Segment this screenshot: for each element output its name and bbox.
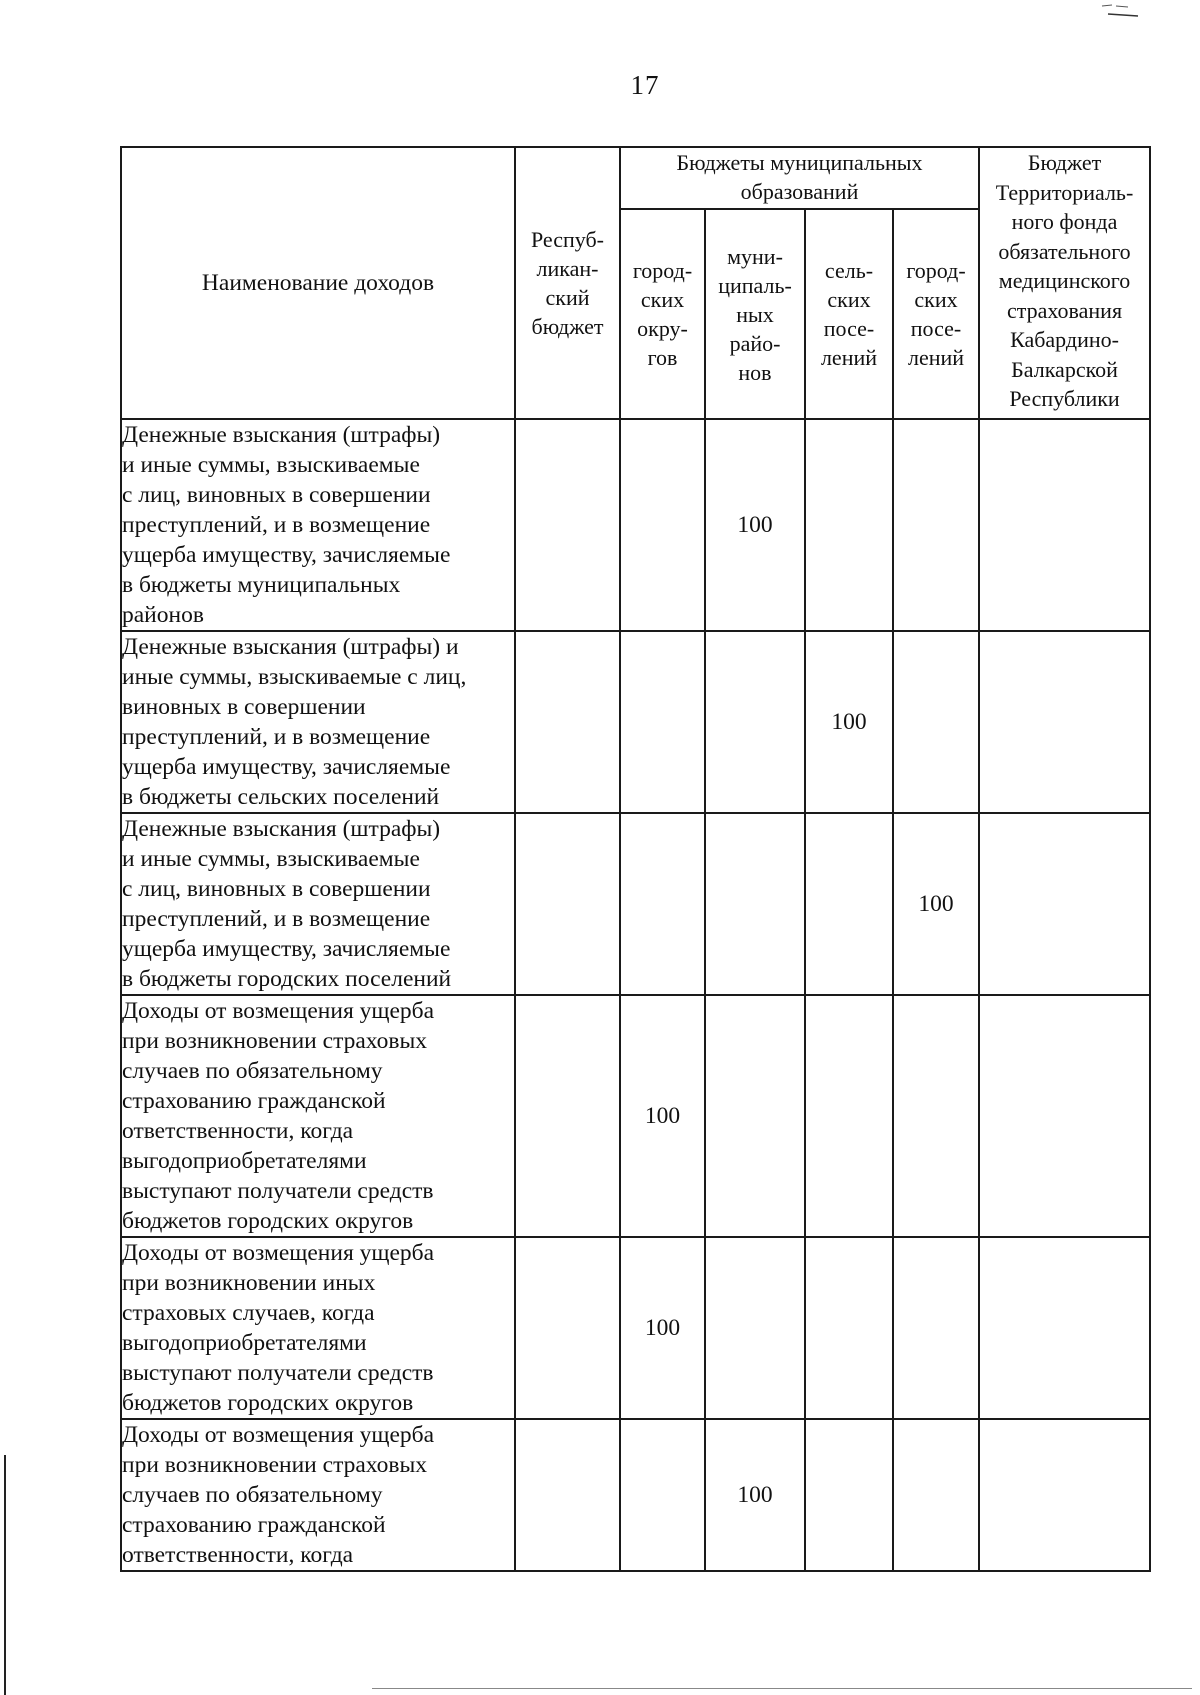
urban-settlements-value-cell xyxy=(893,1419,979,1571)
republic-value-cell xyxy=(515,995,620,1237)
urban-districts-value-cell: 100 xyxy=(620,995,705,1237)
territorial-fund-value-cell xyxy=(979,813,1150,995)
urban-districts-value-cell xyxy=(620,631,705,813)
urban-settlements-value-cell xyxy=(893,995,979,1237)
territorial-fund-value-cell xyxy=(979,995,1150,1237)
income-name-cell: Доходы от возмещения ущерба при возникновении страховых случаев по обязательному страхованию гражданской ответственности, когда xyxy=(121,1419,515,1571)
municipal-districts-value-cell: 100 xyxy=(705,1419,805,1571)
municipal-districts-value-cell xyxy=(705,995,805,1237)
table-row xyxy=(121,419,1150,631)
urban-districts-value-cell: 100 xyxy=(620,1237,705,1419)
republic-value-cell xyxy=(515,631,620,813)
republic-value-cell xyxy=(515,419,620,631)
page-number: 17 xyxy=(630,70,660,100)
republic-value-cell xyxy=(515,1419,620,1571)
territorial-fund-value-cell xyxy=(979,1237,1150,1419)
municipal-districts-value-cell xyxy=(705,813,805,995)
income-name-cell: Доходы от возмещения ущерба при возникновении иных страховых случаев, когда выгодоприобретателями выступают получатели средств бюджетов городских округов xyxy=(121,1237,515,1419)
urban-settlements-value-cell xyxy=(893,1237,979,1419)
scan-bottom-line xyxy=(372,1688,1192,1689)
urban-districts-value-cell xyxy=(620,813,705,995)
republic-value-cell xyxy=(515,813,620,995)
revenue-distribution-table xyxy=(120,146,1151,1572)
territorial-fund-value-cell xyxy=(979,631,1150,813)
urban-settlements-value-cell xyxy=(893,419,979,631)
table-row xyxy=(121,813,1150,995)
table-row xyxy=(121,995,1150,1237)
scan-edge-line xyxy=(4,1455,6,1695)
header-municipal-budgets: Бюджеты муниципальных образований xyxy=(620,147,979,209)
rural-settlements-value-cell xyxy=(805,1237,893,1419)
header-republic-budget: Респуб- ликан- ский бюджет xyxy=(515,147,620,419)
header-rural-settlements: сель- ских посе- лений xyxy=(805,209,893,419)
urban-settlements-value-cell xyxy=(893,631,979,813)
rural-settlements-value-cell xyxy=(805,813,893,995)
urban-districts-value-cell xyxy=(620,1419,705,1571)
table-row xyxy=(121,1237,1150,1419)
territorial-fund-value-cell xyxy=(979,419,1150,631)
rural-settlements-value-cell xyxy=(805,419,893,631)
header-territorial-fund: Бюджет Территориаль- ного фонда обязательного медицинского страхования Кабардино- Балкарской Республики xyxy=(979,147,1150,419)
header-income-name: Наименование доходов xyxy=(121,147,515,419)
income-name-cell: Денежные взыскания (штрафы) и иные суммы, взыскиваемые с лиц, виновных в совершении преступлений, и в возмещение ущерба имуществу, зачисляемые в бюджеты муниципальных районов xyxy=(121,419,515,631)
income-name-cell: Денежные взыскания (штрафы) и иные суммы, взыскиваемые с лиц, виновных в совершении преступлений, и в возмещение ущерба имуществу, зачисляемые в бюджеты сельских поселений xyxy=(121,631,515,813)
header-urban-districts: город- ских окру- гов xyxy=(620,209,705,419)
header-municipal-districts: муни- ципаль- ных райо- нов xyxy=(705,209,805,419)
municipal-districts-value-cell xyxy=(705,1237,805,1419)
header-urban-settlements: город- ских посе- лений xyxy=(893,209,979,419)
municipal-districts-value-cell xyxy=(705,631,805,813)
republic-value-cell xyxy=(515,1237,620,1419)
urban-settlements-value-cell: 100 xyxy=(893,813,979,995)
income-name-cell: Доходы от возмещения ущерба при возникновении страховых случаев по обязательному страхованию гражданской ответственности, когда выгодоприобретателями выступают получатели средств бюджетов городских округов xyxy=(121,995,515,1237)
table-row xyxy=(121,631,1150,813)
urban-districts-value-cell xyxy=(620,419,705,631)
rural-settlements-value-cell xyxy=(805,995,893,1237)
rural-settlements-value-cell: 100 xyxy=(805,631,893,813)
table-row xyxy=(121,1419,1150,1571)
rural-settlements-value-cell xyxy=(805,1419,893,1571)
income-name-cell: Денежные взыскания (штрафы) и иные суммы, взыскиваемые с лиц, виновных в совершении преступлений, и в возмещение ущерба имуществу, зачисляемые в бюджеты городских поселений xyxy=(121,813,515,995)
municipal-districts-value-cell: 100 xyxy=(705,419,805,631)
territorial-fund-value-cell xyxy=(979,1419,1150,1571)
scan-mark-decoration xyxy=(1098,2,1142,20)
